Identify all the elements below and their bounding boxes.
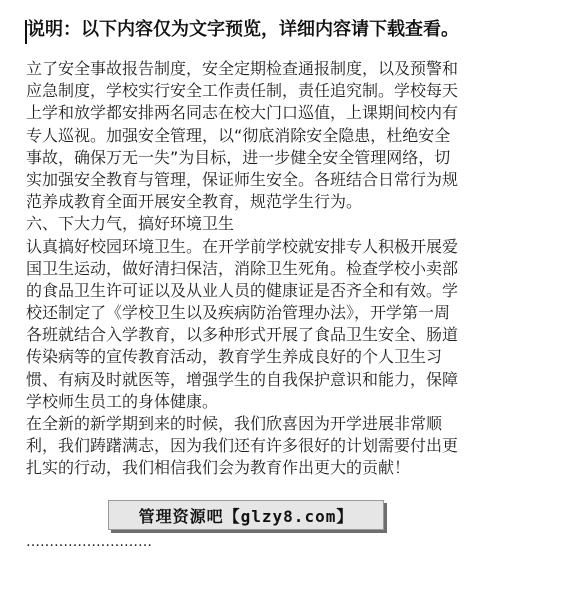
- text-line: 上学和放学都安排两名同志在校大门口巡值，上课期间校内有: [26, 103, 459, 123]
- text-line: 国卫生运动，做好清扫保洁，消除卫生死角。检查学校小卖部: [26, 258, 459, 278]
- text-line: 扎实的行动，我们相信我们会为教育作出更大的贡献！: [26, 458, 411, 478]
- text-line: 的食品卫生许可证以及从业人员的健康证是否齐全和有效。学: [26, 280, 459, 300]
- text-line: 实加强安全教育与管理，保证师生安全。各班结合日常行为规: [26, 169, 459, 189]
- text-line: 事故，确保万无一失”为目标，进一步健全安全管理网络，切: [26, 147, 451, 167]
- text-line: 校还制定了《学校卫生以及疾病防治管理办法》，开学第一周: [26, 303, 451, 323]
- ellipsis-dots: ………………………: [26, 534, 152, 550]
- text-line: 专人巡视。加强安全管理，以“彻底消除安全隐患，杜绝安全: [26, 125, 451, 145]
- document-body: [26, 58, 546, 480]
- text-line: 传染病等的宣传教育活动，教育学生养成良好的个人卫生习: [26, 347, 443, 367]
- text-line: 各班就结合入学教育，以多种形式开展了食品卫生安全、肠道: [26, 325, 459, 345]
- watermark-banner: 管理资源吧【glzy8.com】: [108, 500, 384, 530]
- text-line: 认真搞好校园环境卫生。在开学前学校就安排专人积极开展爱: [26, 236, 459, 256]
- text-line: 立了安全事故报告制度，安全定期检查通报制度，以及预警和: [26, 59, 459, 78]
- section-heading: 六、下大力气，搞好环境卫生: [26, 214, 235, 234]
- text-line: 在全新的新学期到来的时候，我们欣喜因为开学进展非常顺: [26, 414, 443, 433]
- text-line: 利，我们踌躇满志，因为我们还有许多很好的计划需要付出更: [26, 436, 459, 456]
- preview-notice: 说明：以下内容仅为文字预览，详细内容请下载查看。: [27, 19, 459, 40]
- text-line: 应急制度，学校实行安全工作责任制，责任追究制。学校每天: [26, 81, 459, 101]
- text-line: 惯、有病及时就医等，增强学生的自我保护意识和能力，保障: [26, 369, 459, 389]
- text-line: 学校师生员工的身体健康。: [26, 391, 219, 411]
- text-line: 范养成教育全面开展安全教育，规范学生行为。: [26, 192, 363, 212]
